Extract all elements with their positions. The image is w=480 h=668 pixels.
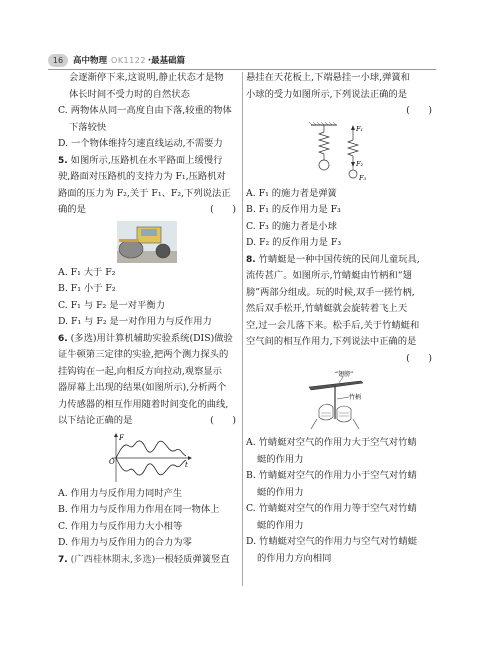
- q8-stem-line: 8. 竹蜻蜓是一种中国传统的民间儿童玩具,: [246, 253, 420, 265]
- q8-stem-line: 流传甚广。如图所示,竹蜻蜓由竹柄和“翅: [246, 270, 412, 281]
- q6-stem-line: 力传感器的相互作用随着时间变化的曲线,: [58, 398, 229, 410]
- q8-option-a: A. 竹蜻蜓对空气的作用力大于空气对竹蜻: [246, 437, 417, 448]
- q5-option: D. F₁ 与 F₂ 是一对作用力与反作用力: [58, 316, 212, 327]
- handle-label: 竹柄: [349, 394, 362, 401]
- q6-stem-line: 器屏幕上出现的结果(如图所示),分析两个: [58, 382, 227, 393]
- left-column: [58, 70, 236, 568]
- q6-stem-line: 挂钩钩在一起,向相反方向拉动,观察显示: [58, 365, 222, 377]
- column-divider: [242, 72, 243, 586]
- q8-option-c-cont: 蜓的作用力: [257, 519, 304, 531]
- series-name: OK1122: [111, 55, 146, 65]
- q5-option: A. F₁ 大于 F₂: [58, 266, 116, 278]
- q7-number: 7.: [58, 554, 68, 565]
- q5-stem-line: 驶,路面对压路机的支持力为 F₁,压路机对: [58, 171, 226, 182]
- q6-option: D. 作用力与反作用力的合力为零: [58, 537, 192, 548]
- q8-option-b: B. 竹蜻蜓对空气的作用力小于空气对竹蜻: [246, 470, 417, 481]
- q6-option: A. 作用力与反作用力同时产生: [58, 487, 183, 499]
- text-line: 体长时间不受力时的自然状态: [69, 88, 190, 100]
- label-f1: F₁: [356, 124, 364, 133]
- q8-option-c: C. 竹蜻蜓对空气的作用力等于空气对竹蜻: [246, 503, 417, 514]
- q6-stem-line: 以下结论正确的是 ( ): [58, 413, 236, 430]
- book-title: 高中物理: [73, 56, 108, 66]
- q5-option: B. F₁ 小于 F₂: [58, 283, 116, 294]
- page-header: [48, 53, 185, 67]
- axis-label-f: F: [119, 433, 124, 442]
- label-f3: F₃: [359, 173, 367, 182]
- q5-option: C. F₁ 与 F₂ 是一对平衡力: [58, 299, 165, 311]
- force-time-graph: [58, 432, 236, 484]
- q5-number: 5.: [58, 155, 68, 166]
- q8-option-a-cont: 蜓的作用力: [257, 453, 304, 465]
- q5-stem-line: 5. 如图所示,压路机在水平路面上缓慢行: [58, 154, 223, 166]
- axis-label-t: t: [185, 460, 188, 469]
- q6-option: B. 作用力与反作用力作用在同一物体上: [58, 504, 220, 515]
- option-c-cont: 下落较快: [69, 121, 107, 133]
- q7-option: B. F₁ 的反作用力是 F₃: [246, 204, 341, 215]
- q8-option-d: D. 竹蜻蜓对空气的作用力与空气对竹蜻蜓: [246, 536, 418, 547]
- q8-stem-line: 空,过一会儿落下来。松手后,关于竹蜻蜓和: [246, 319, 420, 331]
- q7-stem-line: 7. (广西桂林期末,多选)一根轻质弹簧竖直: [58, 553, 230, 565]
- option-d: D. 一个物体维持匀速直线运动,不需要力: [58, 138, 223, 149]
- q8-option-b-cont: 蜓的作用力: [257, 486, 304, 498]
- section-title: ·最基础篇: [147, 56, 186, 66]
- wing-label: “翅膀”: [335, 371, 354, 378]
- q8-number: 8.: [246, 254, 256, 265]
- bamboo-dragonfly-figure: [246, 369, 432, 433]
- q6-stem-line: 证牛顿第三定律的实验,把两个测力探头的: [58, 349, 229, 360]
- q7-source: (广西桂林期末,多选): [70, 553, 156, 565]
- q6-stem-line: 6. (多选)用计算机辅助实验系统(DIS)做验: [58, 332, 233, 344]
- q8-stem-line: 然后双手松开,竹蜻蜓就会旋转着飞上天: [246, 303, 408, 314]
- q7-stem-line: 小球的受力如图所示,下列说法正确的是: [246, 88, 408, 100]
- answer-blank: ( ): [406, 352, 432, 364]
- q8-stem-line: 空气间的相互作用力,下列说法中正确的是: [246, 336, 417, 347]
- answer-blank: ( ): [210, 415, 236, 426]
- q7-option: C. F₃ 的施力者是小球: [246, 220, 337, 232]
- answer-blank: ( ): [210, 204, 236, 215]
- q8-option-d-cont: 的作用力方向相同: [257, 552, 332, 564]
- road-roller-figure: [58, 221, 236, 263]
- q7-option: D. F₂ 的反作用力是 F₃: [246, 237, 342, 248]
- answer-blank: ( ): [406, 105, 432, 116]
- q5-stem-line: 路面的压力为 F₂,关于 F₁、F₂,下列说法正: [58, 187, 231, 199]
- spring-ball-figure: [246, 122, 432, 184]
- page-number: 16: [48, 54, 68, 67]
- label-f2: F₂: [356, 159, 364, 168]
- q6-number: 6.: [58, 333, 68, 344]
- right-column: [246, 70, 432, 567]
- q7-stem-line: 悬挂在天花板上,下端悬挂一小球,弹簧和: [246, 72, 410, 83]
- text-line: 会逐渐停下来,这说明,静止状态才是物: [69, 72, 224, 83]
- option-c: C. 两物体从同一高度自由下落,较重的物体: [58, 105, 232, 116]
- origin-label: O: [109, 457, 115, 466]
- q8-stem-line: 膀”两部分组成。玩的时候,双手一搓竹柄,: [246, 286, 415, 298]
- q5-stem-line: 确的是 ( ): [58, 202, 236, 219]
- q6-option: C. 作用力与反作用力大小相等: [58, 520, 183, 532]
- q7-option: A. F₁ 的施力者是弹簧: [246, 187, 337, 199]
